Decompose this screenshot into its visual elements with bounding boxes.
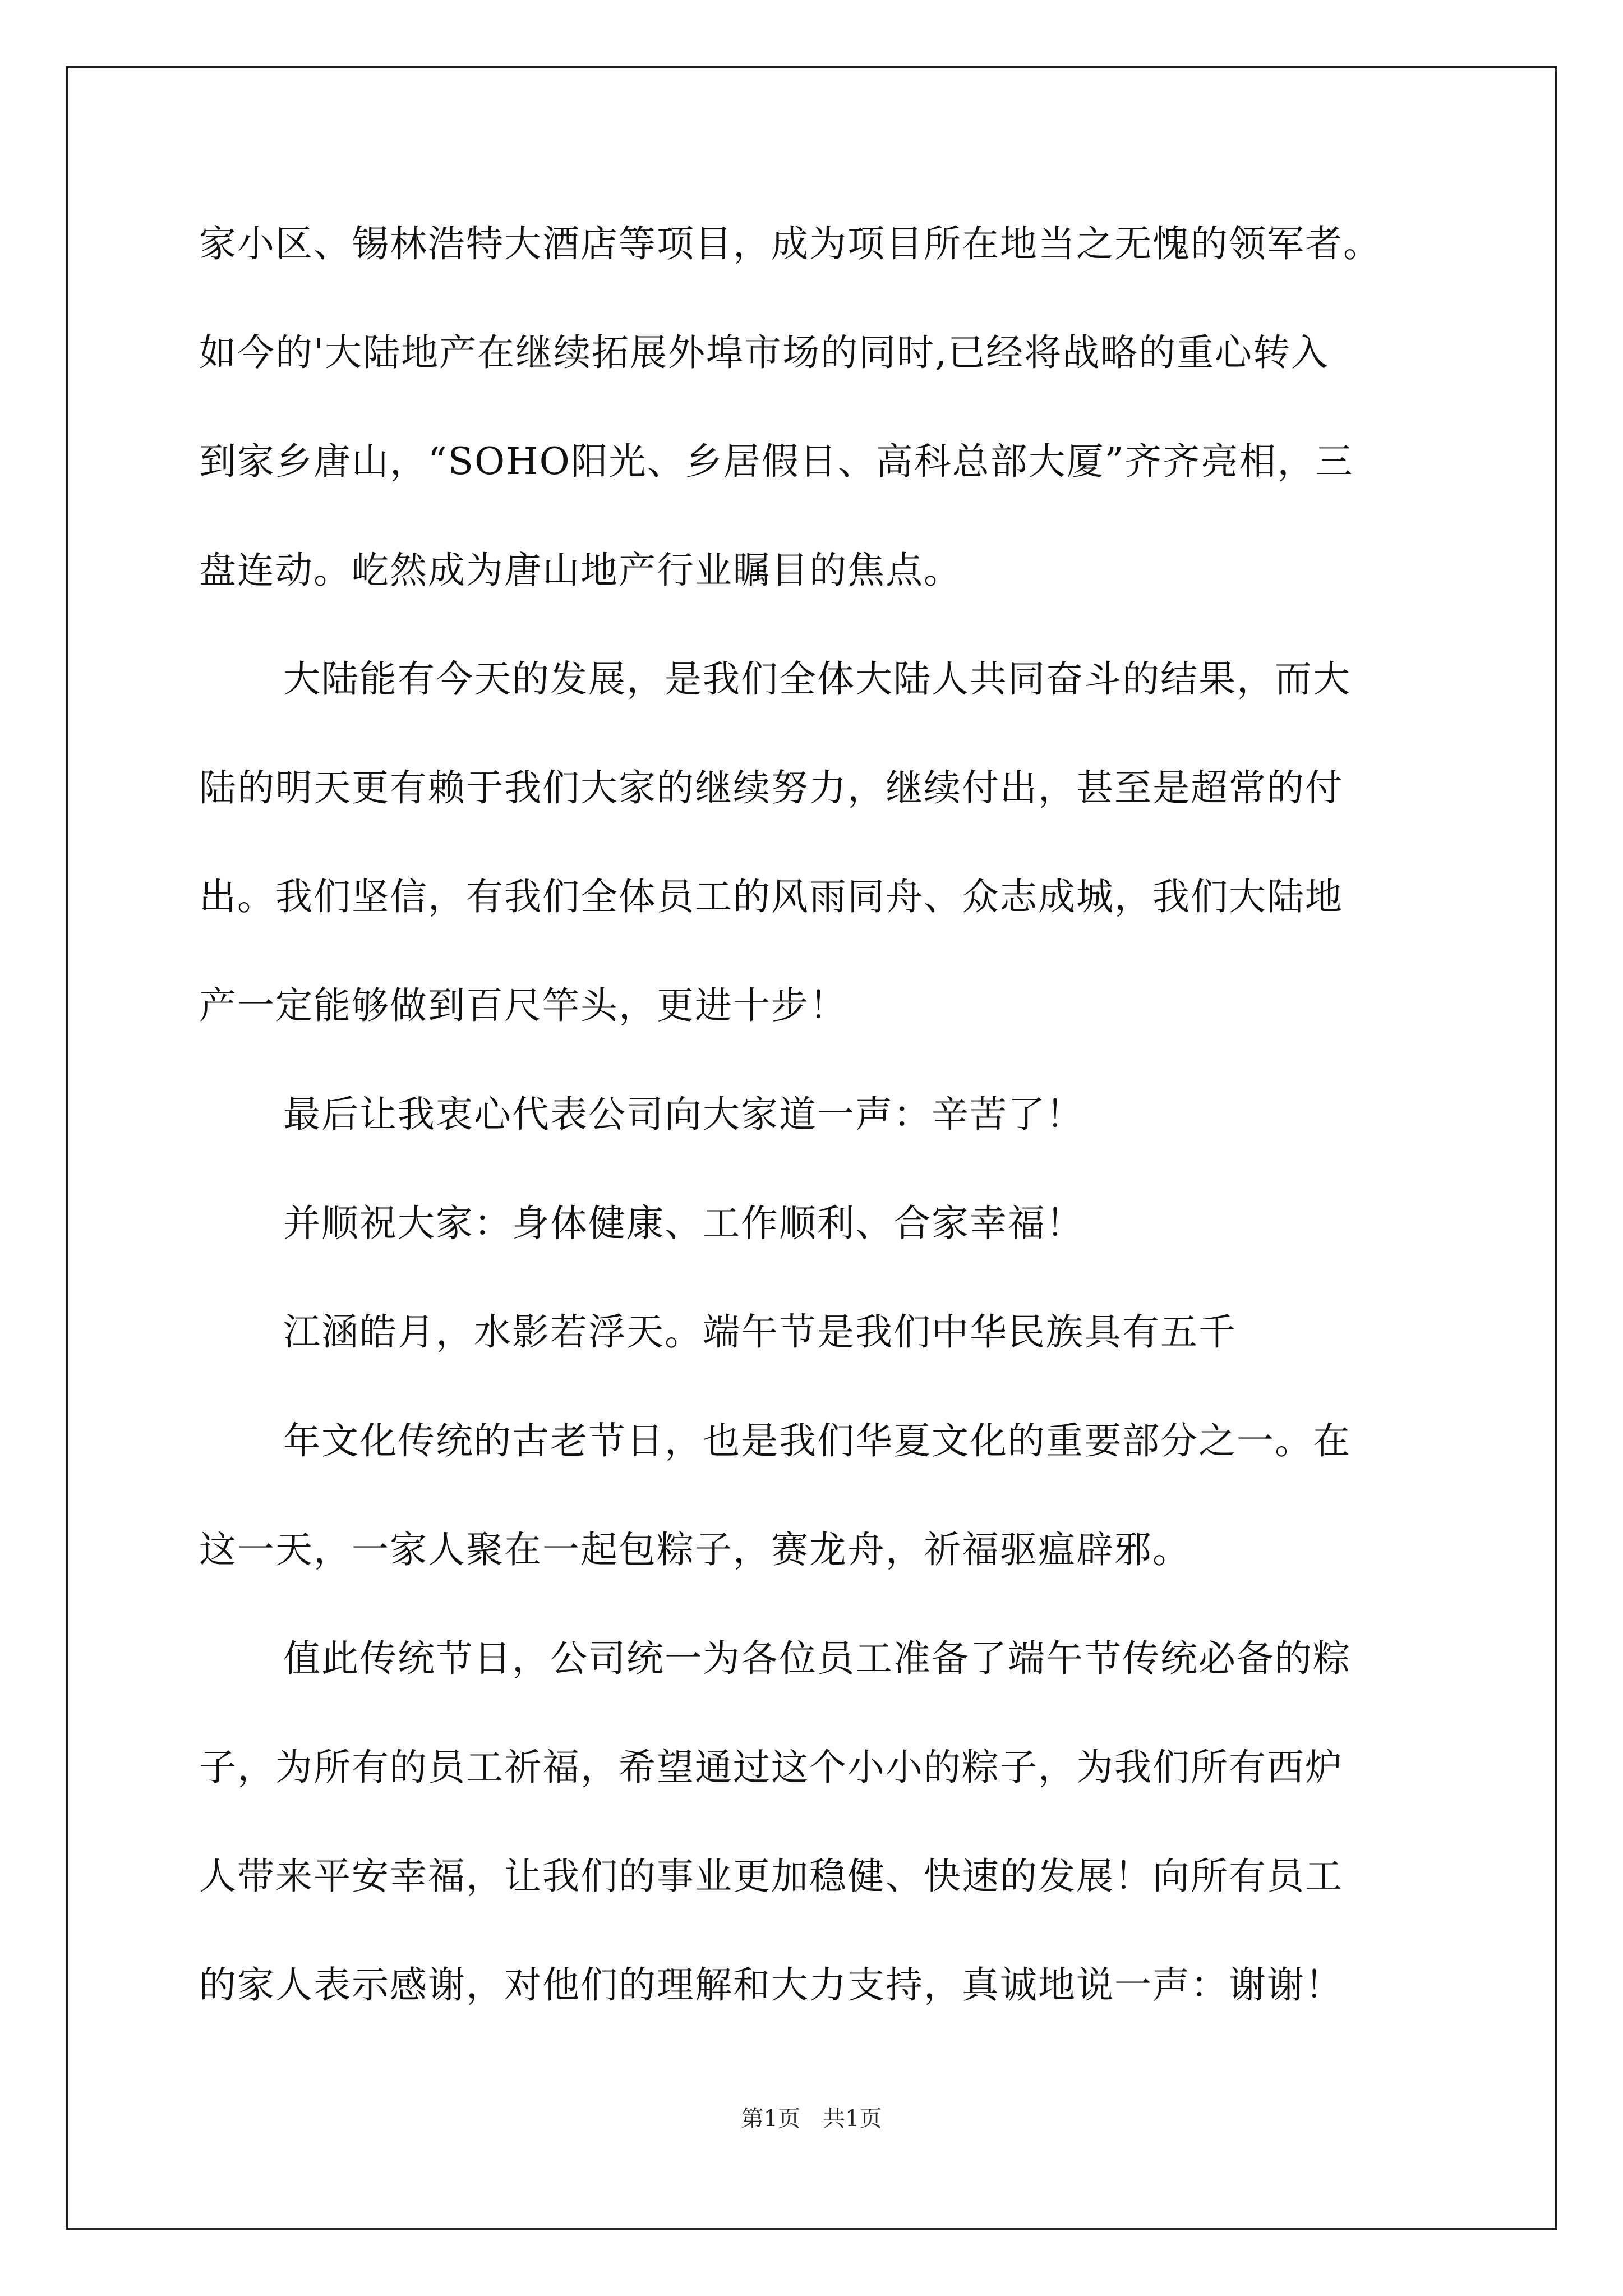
page-number-footer: 第1页 共1页 <box>741 2106 882 2132</box>
text-line: 盘连动。屹然成为唐山地产行业瞩目的焦点。 <box>199 549 962 592</box>
text-line: 到家乡唐山，“SOHO阳光、乡居假日、高科总部大厦”齐齐亮相，三 <box>199 440 1354 483</box>
text-line: 出。我们坚信，有我们全体员工的风雨同舟、众志成城，我们大陆地 <box>199 875 1343 918</box>
paragraph-start-line: 值此传统节日，公司统一为各位员工准备了端午节传统必备的粽 <box>283 1637 1351 1680</box>
paragraph-start-line: 年文化传统的古老节日，也是我们华夏文化的重要部分之一。在 <box>283 1419 1351 1462</box>
paragraph-start-line: 并顺祝大家：身体健康、工作顺利、合家幸福！ <box>283 1202 1084 1245</box>
text-line: 这一天，一家人聚在一起包粽子，赛龙舟，祈福驱瘟辟邪。 <box>199 1528 1191 1571</box>
text-line: 产一定能够做到百尺竿头，更进十步！ <box>199 984 847 1027</box>
paragraph-start-line: 最后让我衷心代表公司向大家道一声：辛苦了！ <box>283 1093 1084 1136</box>
text-line: 陆的明天更有赖于我们大家的继续努力，继续付出，甚至是超常的付 <box>199 766 1343 809</box>
text-line: 家小区、锡林浩特大酒店等项目，成为项目所在地当之无愧的领军者。 <box>199 222 1381 265</box>
text-line: 的家人表示感谢，对他们的理解和大力支持，真诚地说一声：谢谢！ <box>199 1963 1343 2007</box>
text-line: 如今的'大陆地产在继续拓展外埠市场的同时,已经将战略的重心转入 <box>199 331 1330 374</box>
paragraph-start-line: 江涵皓月，水影若浮天。端午节是我们中华民族具有五千 <box>283 1310 1237 1354</box>
text-line: 人带来平安幸福，让我们的事业更加稳健、快速的发展！向所有员工 <box>199 1855 1343 1898</box>
text-line: 子，为所有的员工祈福，希望通过这个小小的粽子，为我们所有西炉 <box>199 1746 1343 1789</box>
page-border <box>66 66 1557 2230</box>
paragraph-start-line: 大陆能有今天的发展，是我们全体大陆人共同奋斗的结果，而大 <box>283 657 1351 701</box>
